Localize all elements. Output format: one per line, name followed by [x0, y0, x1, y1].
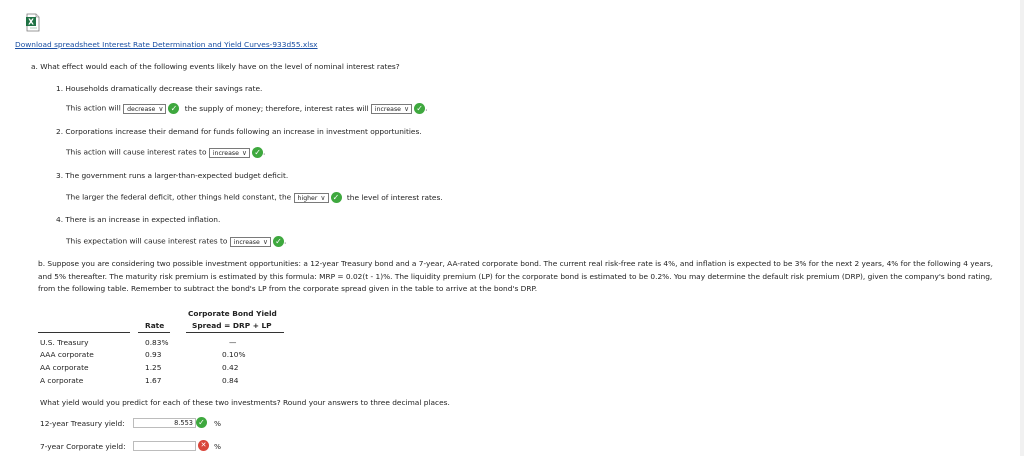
item-2-suffix: . — [263, 147, 266, 157]
item-4-prefix: This expectation will cause interest rates to — [66, 236, 228, 246]
item-2-select-rates[interactable] — [209, 148, 250, 158]
item-2-prefix: This action will cause interest rates to — [66, 147, 207, 157]
item-1-select-supply[interactable] — [123, 104, 166, 114]
chevron-down-icon: ∨ — [320, 193, 326, 202]
item-4-answer-row — [66, 236, 286, 247]
item-2-answer-row — [66, 147, 265, 158]
table-row-rate: 0.83% — [145, 338, 169, 347]
select-value: increase — [212, 149, 239, 157]
item-1-suffix: . — [425, 103, 428, 113]
select-value: higher — [297, 194, 318, 202]
correct-check-icon: ✓ — [414, 103, 425, 114]
correct-check-icon: ✓ — [196, 417, 207, 428]
item-1-middle: the supply of money; therefore, interest rates will — [184, 103, 369, 113]
corporate-yield-label: 7-year Corporate yield: — [40, 442, 126, 451]
chevron-down-icon: ∨ — [403, 104, 410, 113]
item-3-suffix: the level of interest rates. — [346, 192, 443, 202]
table-row-spread: — — [229, 338, 237, 347]
table-row-label: A corporate — [40, 376, 84, 385]
scrollbar-track[interactable] — [1020, 0, 1024, 456]
item-2-statement: 2. Corporations increase their demand for funds following an increase in investment opportunities. — [56, 127, 422, 136]
item-1-answer-row — [66, 103, 427, 114]
item-3-answer-row — [66, 192, 443, 203]
item-1-select-rates[interactable] — [371, 104, 412, 114]
treasury-yield-input[interactable]: 8.553 — [133, 418, 196, 428]
table-row-spread: 0.84 — [222, 376, 239, 385]
item-4-select-rates[interactable] — [230, 237, 271, 247]
download-spreadsheet-link[interactable]: Download spreadsheet Interest Rate Determination and Yield Curves-933d55.xlsx — [15, 40, 318, 49]
item-1-prefix: This action will — [66, 103, 121, 113]
item-1-statement: 1. Households dramatically decrease their savings rate. — [56, 84, 263, 93]
table-row-label: U.S. Treasury — [40, 338, 89, 347]
table-header-rate: Rate — [145, 321, 165, 330]
item-4-statement: 4. There is an increase in expected inflation. — [56, 215, 221, 224]
select-value: increase — [233, 238, 260, 246]
table-header-spread-line1: Corporate Bond Yield — [188, 309, 277, 318]
table-row-rate: 1.25 — [145, 363, 162, 372]
part-b-paragraph: b. Suppose you are considering two possible investment opportunities: a 12-year Treasury bond and a 7-year, AA-rated corporate bond. The current real risk-free rate is 4%, and inflation is expected to be 3% for the next 2 years, 4% for the following 4 years, and 5% thereafter. The maturity risk premium is estimated by this formula: MRP = 0.02(t - 1)%. The liquidity premium (LP) for the corporate bond is estimated to be 0.2%. You may determine the default risk premium (DRP), given the company's bond rating, from the following table. Remember to subtract the bond's LP from the corporate spread given in the table to arrive at the bond's DRP. — [38, 259, 993, 294]
svg-text:X: X — [28, 17, 34, 27]
excel-file-icon[interactable] — [26, 13, 40, 32]
select-value: increase — [374, 105, 401, 113]
correct-check-icon: ✓ — [252, 147, 263, 158]
percent-unit: % — [214, 442, 222, 451]
chevron-down-icon: ∨ — [241, 148, 248, 157]
table-row-label: AAA corporate — [40, 350, 94, 359]
treasury-yield-label: 12-year Treasury yield: — [40, 419, 125, 428]
table-row-rate: 1.67 — [145, 376, 162, 385]
correct-check-icon: ✓ — [168, 103, 179, 114]
incorrect-x-icon: ✕ — [198, 440, 209, 451]
part-a-question: a. What effect would each of the following events likely have on the level of nominal interest rates? — [31, 62, 400, 71]
table-row-spread: 0.10% — [222, 350, 246, 359]
corporate-yield-input[interactable] — [133, 441, 196, 451]
table-header-spread-line2: Spread = DRP + LP — [192, 321, 272, 330]
chevron-down-icon: ∨ — [262, 237, 268, 246]
select-value: decrease — [127, 105, 156, 113]
item-3-select-level[interactable] — [294, 193, 329, 203]
chevron-down-icon: ∨ — [158, 104, 164, 113]
table-row-spread: 0.42 — [222, 363, 239, 372]
table-header-rule — [38, 332, 130, 333]
correct-check-icon: ✓ — [273, 236, 284, 247]
table-header-rule — [186, 332, 284, 333]
item-4-suffix: . — [283, 236, 287, 246]
table-row-label: AA corporate — [40, 363, 89, 372]
item-3-prefix: The larger the federal deficit, other things held constant, the — [66, 192, 292, 202]
table-row-rate: 0.93 — [145, 350, 162, 359]
yield-instruction: What yield would you predict for each of these two investments? Round your answers to three decimal places. — [40, 398, 450, 407]
item-3-statement: 3. The government runs a larger-than-expected budget deficit. — [56, 171, 289, 180]
percent-unit: % — [214, 419, 222, 428]
correct-check-icon: ✓ — [331, 192, 342, 203]
table-header-rule — [138, 332, 170, 333]
